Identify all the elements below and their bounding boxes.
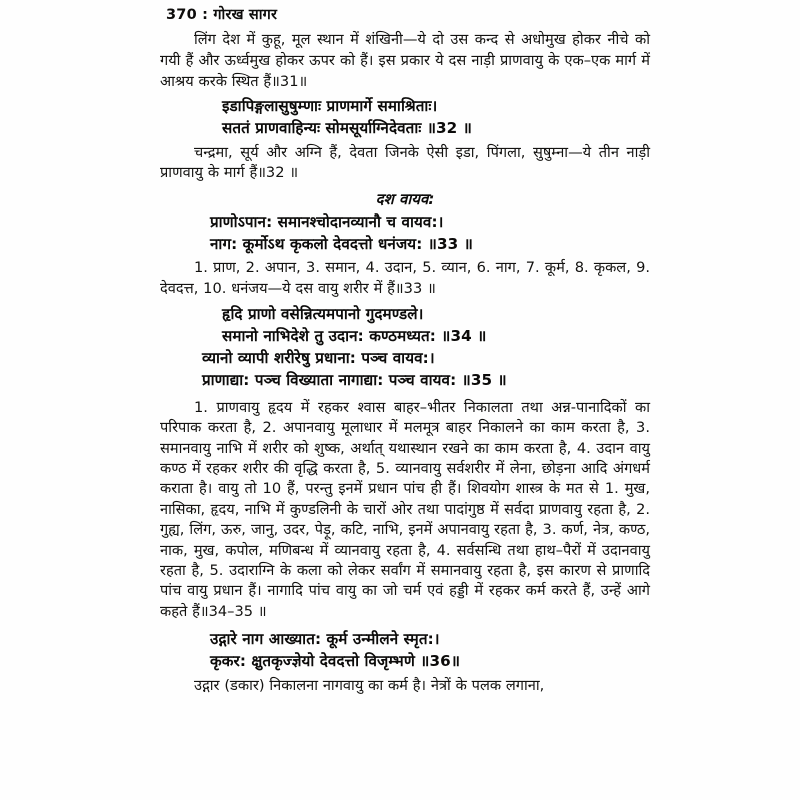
paragraph-2: चन्द्रमा, सूर्य और अग्नि हैं, देवता जिनके ऐसी इडा, पिंगला, सुषुम्ना—ये तीन नाड़ी प्राणवायु के मार्ग हैं॥32 ॥ [160,143,650,182]
verse-34-line-2: समानो नाभिदेशे तु उदान: कण्ठमध्यत: ॥34 ॥ [222,327,487,346]
verse-32-line-1: इडापिङ्गलासुषुम्णाः प्राणमार्गे समाश्रिताः। [222,97,438,116]
verse-33-line-2: नाग: कूर्मोऽथ कृकलो देवदत्तो धनंजय: ॥33 ॥ [210,235,473,254]
text-column [160,6,650,696]
verse-33-line-1: प्राणोऽपान: समानश्चोदानव्यानौ च वायव:। [210,213,444,232]
section-heading-dash-vayavah: दश वायव: [375,190,435,209]
paragraph-3: 1. प्राण, 2. अपान, 3. समान, 4. उदान, 5. व्यान, 6. नाग, 7. कूर्म, 8. कृकल, 9. देवदत्त, 10. धनंजय—ये दस वायु शरीर में हैं॥33 ॥ [160,259,650,298]
paragraph-1: लिंग देश में कुहू, मूल स्थान में शंखिनी—ये दो उस कन्द से अधोमुख होकर नीचे को गयी हैं और ऊर्ध्वमुख होकर ऊपर को हैं। इस प्रकार ये दस नाड़ी प्राणवायु के एक–एक मार्ग में आश्रय करके स्थित हैं॥31॥ [160,31,650,90]
paragraph-4: 1. प्राणवायु हृदय में रहकर श्वास बाहर–भीतर निकालता तथा अन्न-पानादिकों का परिपाक करता है, 2. अपानवायु मूलाधार में मलमूत्र बाहर निकालने का काम करता है, 3. समानवायु नाभि में शरीर को शुष्क, अर्थात् यथास्थान रखने का काम करता है, 4. उदान वायु कण्ठ में रहकर शरीर की वृद्धि करता है, 5. व्यानवायु सर्वशरीर में लेना, छोड़ना आदि अंगधर्म कराता है। वायु तो 10 हैं, परन्तु इनमें प्रधान पांच ही हैं। शिवयोग शास्त्र के मत से 1. मुख, नासिका, हृदय, नाभि में कुण्डलिनी के चारों ओर तथा पादांगुष्ठ में सर्वदा प्राणवायु रहता है, 2. गुह्य, लिंग, ऊरु, जानु, उदर, पेड़ू, कटि, नाभि, इनमें अपानवायु रहता है, 3. कर्ण, नेत्र, कण्ठ, नाक, मुख, कपोल, मणिबन्ध में व्यानवायु रहता है, 4. सर्वसन्धि तथा हाथ–पैरों में उदानवायु रहता है, 5. उदाराग्नि के कला को लेकर सर्वांग में समानवायु रहता है, इस कारण से प्राणादि पांच वायु प्रधान हैं। नागादि पांच वायु का जो चर्म एवं हड्डी में रहकर कर्म करते हैं, उन्हें आगे कहते हैं॥34–35 ॥ [160,398,650,620]
verse-35-line-1: व्यानो व्यापी शरीरेषु प्रधाना: पञ्च वायव:। [202,349,435,368]
verse-36-line-2: कृकर: क्षुतकृज्ज्ञेयो देवदत्तो विजृम्भणे ॥36॥ [210,652,461,671]
verse-36-line-1: उद्गारे नाग आख्यात: कूर्म उन्मीलने स्मृत:। [210,630,440,649]
verse-34-line-1: हृदि प्राणो वसेन्नित्यमपानो गुदमण्डले। [222,304,424,323]
paragraph-5: उद्गार (डकार) निकालना नागवायु का कर्म है। नेत्रों के पलक लगाना, [194,676,545,694]
running-head: 370 : गोरख सागर [166,7,278,23]
verse-32-line-2: सततं प्राणवाहिन्यः सोमसूर्याग्निदेवताः ॥32 ॥ [222,119,472,138]
verse-35-line-2: प्राणाद्या: पञ्च विख्याता नागाद्या: पञ्च वायव: ॥35 ॥ [202,371,507,390]
